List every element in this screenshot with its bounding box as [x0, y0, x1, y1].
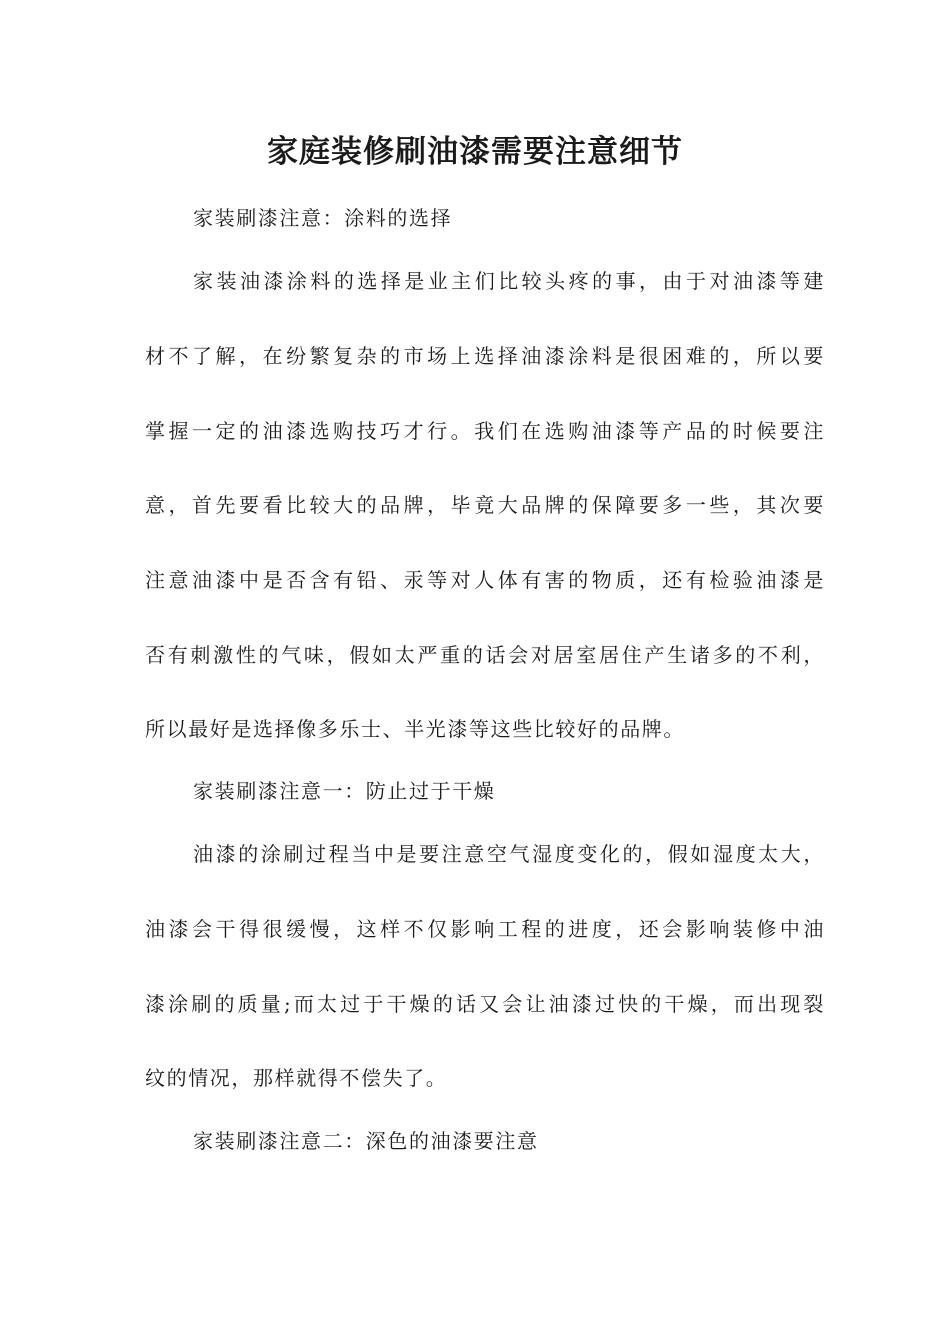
document-title: 家庭装修刷油漆需要注意细节: [267, 134, 683, 170]
paragraph-line: 掌握一定的油漆选购技巧才行。我们在选购油漆等产品的时候要注: [145, 419, 825, 443]
paragraph-line: 所以最好是选择像多乐士、半光漆等这些比较好的品牌。: [145, 717, 685, 741]
section-heading-prevent-dryness: 家装刷漆注意一：防止过于干燥: [193, 779, 496, 803]
paragraph-line: 否有刺激性的气味，假如太严重的话会对居室居住产生诸多的不利，: [145, 643, 825, 667]
section-heading-paint-selection: 家装刷漆注意：涂料的选择: [193, 206, 453, 230]
paragraph-line: 纹的情况，那样就得不偿失了。: [145, 1066, 448, 1090]
paragraph-line: 油漆的涂刷过程当中是要注意空气湿度变化的，假如湿度太大，: [193, 842, 825, 866]
paragraph-line: 漆涂刷的质量;而太过于干燥的话又会让油漆过快的干燥，而出现裂: [145, 992, 825, 1016]
section-heading-dark-paint: 家装刷漆注意二：深色的油漆要注意: [193, 1129, 539, 1153]
paragraph-line: 材不了解，在纷繁复杂的市场上选择油漆涂料是很困难的，所以要: [145, 344, 825, 368]
paragraph-line: 意，首先要看比较大的品牌，毕竟大品牌的保障要多一些，其次要: [145, 493, 825, 517]
paragraph-line: 油漆会干得很缓慢，这样不仅影响工程的进度，还会影响装修中油: [145, 917, 825, 941]
paragraph-line: 家装油漆涂料的选择是业主们比较头疼的事，由于对油漆等建: [193, 269, 825, 293]
paragraph-line: 注意油漆中是否含有铅、汞等对人体有害的物质，还有检验油漆是: [145, 568, 825, 592]
